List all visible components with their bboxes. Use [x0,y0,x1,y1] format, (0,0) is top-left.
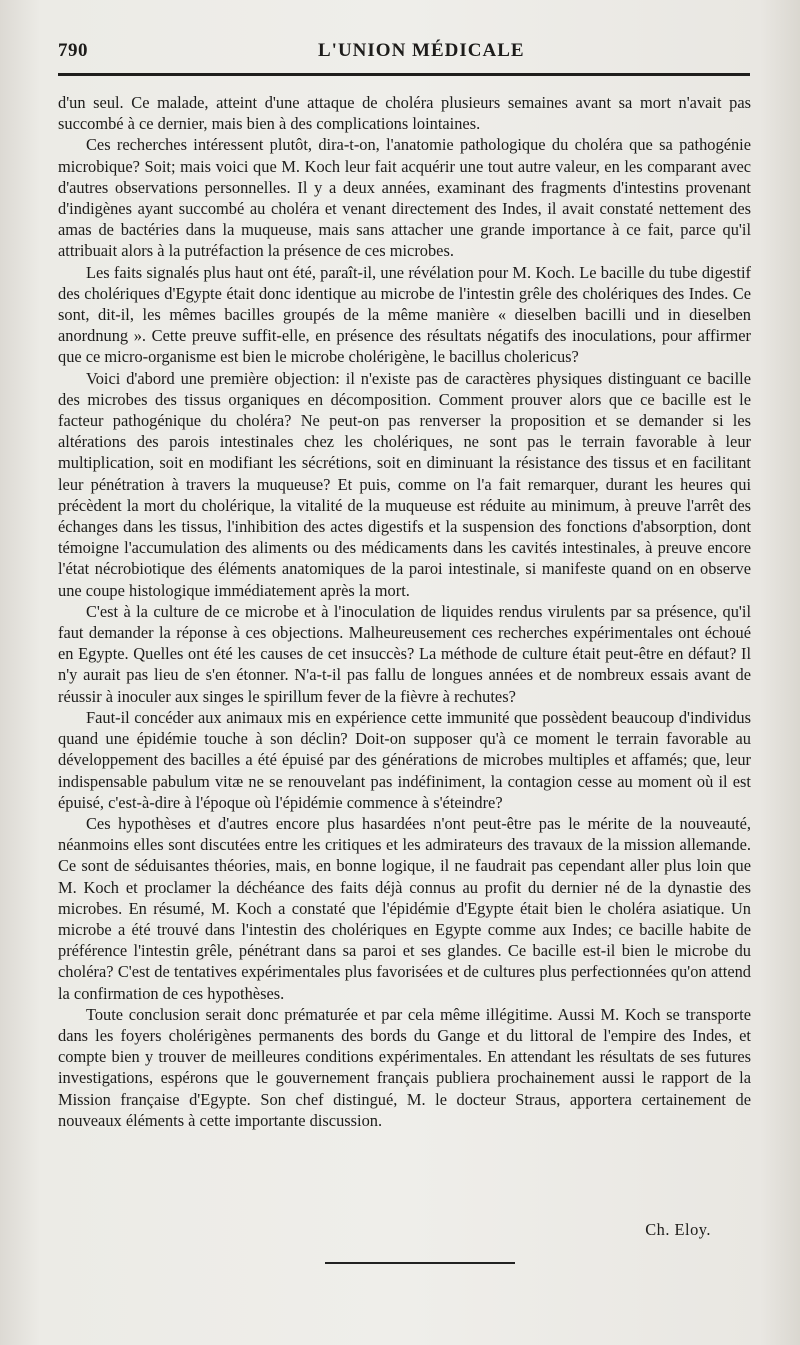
paragraph: Ces recherches intéressent plutôt, dira-t-on, l'anatomie pathologique du choléra que sa pathogénie microbique? Soit; mais voici que M. Koch leur fait acquérir une tout autre valeur, en les comparant avec d'autres observations personnelles. Il y a deux années, examinant des fragments d'intestins provenant d'indigènes ayant succombé au choléra et venant directement des Indes, il avait constaté nettement des amas de bactéries dans la muqueuse, mais sans attacher une grande importance à ce fait, parce qu'il attribuait alors à la putréfaction la présence de ces microbes. [58,135,751,261]
paragraph: C'est à la culture de ce microbe et à l'inoculation de liquides rendus virulents par sa présence, qu'il faut demander la réponse à ces objections. Malheureusement ces recherches expérimentales ont échoué en Egypte. Quelles ont été les causes de cet insuccès? La méthode de culture était peut-être en défaut? Il n'y aurait pas lieu de s'en étonner. N'a-t-il pas fallu de longues années et de nombreux essais avant de réussir à inoculer aux singes le spirillum fever de la fièvre à rechutes? [58,601,751,706]
paragraph: d'un seul. Ce malade, atteint d'une attaque de choléra plusieurs semaines avant sa mort n'avait pas succombé à ce dernier, mais bien à des complications lointaines. [58,93,751,134]
paragraph: Ces hypothèses et d'autres encore plus hasardées n'ont peut-être pas le mérite de la nouveauté, néanmoins elles sont discutées entre les critiques et les admirateurs des travaux de la mission allemande. Ce sont de séduisantes théories, mais, en bonne logique, il ne faudrait pas cependant aller plus loin que M. Koch et proclamer la déchéance des faits déjà connus au profit du dernier né de la dynastie des microbes. En résumé, M. Koch a constaté que l'épidémie d'Egypte était bien le choléra asiatique. Un microbe a été trouvé dans l'intestin des cholériques en Egypte comme aux Indes; ce bacille habite de préférence l'intestin grêle, pénétrant dans sa paroi et ses glandes. Ce bacille est-il bien le microbe du choléra? C'est de tentatives expérimentales plus favorisées et de cultures plus perfectionnées qu'on attend la confirmation de ces hypothèses. [58,813,751,1003]
paragraph: Toute conclusion serait donc prématurée et par cela même illégitime. Aussi M. Koch se transporte dans les foyers cholérigènes permanents des bords du Gange et du littoral de l'empire des Indes, et compte bien y trouver de meilleures conditions expérimentales. En attendant les résultats de ses futures investigations, espérons que le gouvernement français publiera prochainement aussi le rapport de la Mission française d'Egypte. Son chef distingué, M. le docteur Straus, apportera certainement de nouveaux éléments à cette importante discussion. [58,1004,751,1130]
page-number: 790 [58,40,88,61]
paragraph: Les faits signalés plus haut ont été, paraît-il, une révélation pour M. Koch. Le bacille du tube digestif des cholériques d'Egypte était donc identique au microbe de l'intestin grêle des cholériques des Indes. Ce sont, dit-il, les mêmes bacilles groupés de la même manière « dieselben bacilli und in dieselben anordnung ». Cette preuve suffit-elle, en présence des résultats négatifs des inoculations, pour affirmer que ce micro-organisme est bien le microbe cholérigène, le bacillus cholericus? [58,262,751,367]
article-body [58,92,751,1131]
page-header [58,40,750,70]
running-head: L'UNION MÉDICALE [318,40,525,61]
header-rule [58,73,750,76]
paragraph: Faut-il concéder aux animaux mis en expérience cette immunité que possèdent beaucoup d'individus quand une épidémie touche à son déclin? Doit-on supposer qu'à ce moment le terrain favorable au développement des bacilles a été épuisé par des générations de microbes multiples et affamés; que, leur indispensable pabulum vitæ ne se renouvelant pas indéfiniment, la contagion cesse au moment où il est épuisé, c'est-à-dire à l'époque où l'épidémie commence à s'éteindre? [58,707,751,812]
paragraph: Voici d'abord une première objection: il n'existe pas de caractères physiques distinguant ce bacille des microbes des tissus organiques en décomposition. Comment prouver alors que ce bacille est le facteur pathogénique du choléra? Ne peut-on pas renverser la proposition et se demander si les altérations des parois intestinales chez les cholériques, ne sont pas le terrain favorable à leur multiplication, soit en modifiant les sécrétions, soit en diminuant la résistance des tissus et en facilitant leur pénétration à travers la muqueuse? Et puis, comme on l'a fait remarquer, durant les heures qui précèdent la mort du cholérique, la vitalité de la muqueuse est réduite au minimum, à preuve l'arrêt des échanges dans les tissus, l'inhibition des actes digestifs et la suspension des fonctions d'absorption, dont témoigne l'accumulation des aliments ou des médicaments dans les cavités intestinales, à preuve encore l'état nécrobiotique des éléments anatomiques de la paroi intestinale, si manifeste quand on en observe une coupe histologique immédiatement après la mort. [58,368,751,600]
author-signature: Ch. Eloy. [645,1220,711,1239]
end-rule [325,1262,515,1264]
